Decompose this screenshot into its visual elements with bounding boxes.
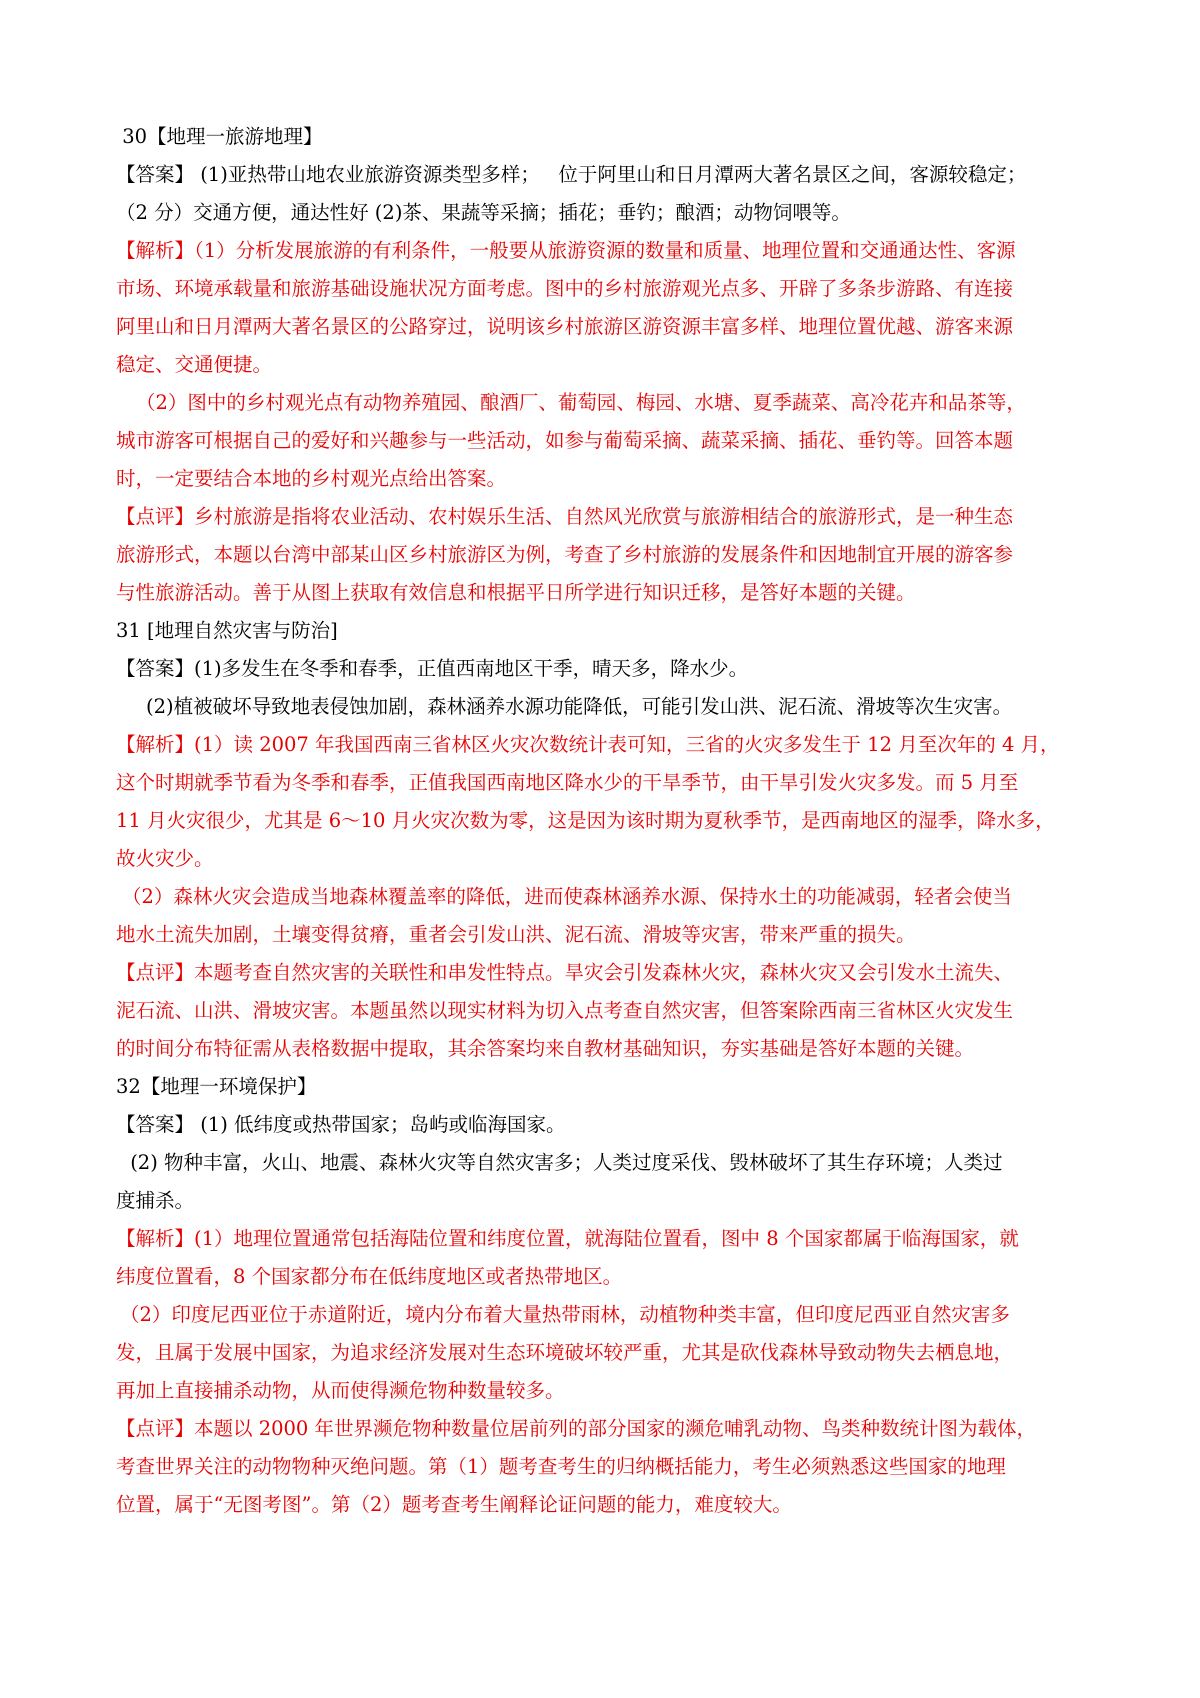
q30-analysis2-line: 时，一定要结合本地的乡村观光点给出答案。 [116,467,507,490]
q31-analysis-line: 11 月火灾很少，尤其是 6～10 月火灾次数为零，这是因为该时期为夏秋季节，是西南地区的湿季，降水多， [116,809,1055,832]
q31-comment-line: 泥石流、山洪、滑坡灾害。本题虽然以现实材料为切入点考查自然灾害，但答案除西南三省林区火灾发生 [116,999,1014,1022]
q32-analysis-line: 纬度位置看，8 个国家都分布在低纬度地区或者热带地区。 [116,1265,623,1288]
document-page [116,118,1094,1524]
q30-analysis-line: 市场、环境承载量和旅游基础设施状况方面考虑。图中的乡村旅游观光点多、开辟了多条步游路、有连接 [116,277,1014,300]
q32-analysis2-line: 发，且属于发展中国家，为追求经济发展对生态环境破坏较严重，尤其是砍伐森林导致动物失去栖息地， [116,1341,1014,1364]
q32-answer-line: (2) 物种丰富，火山、地震、森林火灾等自然灾害多；人类过度采伐、毁林破坏了其生存环境；人类过 [124,1151,1003,1174]
q31-analysis2-line: 地水土流失加剧，土壤变得贫瘠，重者会引发山洪、泥石流、滑坡等灾害，带来严重的损失。 [116,923,916,946]
q31-comment-line: 【点评】本题考查自然灾害的关联性和串发性特点。旱灾会引发森林火灾，森林火灾又会引发水土流失、 [116,961,1014,984]
q32-analysis2-line: （2）印度尼西亚位于赤道附近，境内分布着大量热带雨林，动植物种类丰富，但印度尼西亚自然灾害多 [120,1303,1010,1326]
q30-comment-line: 【点评】乡村旅游是指将农业活动、农村娱乐生活、自然风光欣赏与旅游相结合的旅游形式，是一种生态 [116,505,1014,528]
q30-analysis-line: 阿里山和日月潭两大著名景区的公路穿过，说明该乡村旅游区游资源丰富多样、地理位置优越、游客来源 [116,315,1014,338]
q30-comment-line: 与性旅游活动。善于从图上获取有效信息和根据平日所学进行知识迁移，是答好本题的关键。 [116,581,916,604]
q32-comment-line: 【点评】本题以 2000 年世界濒危物种数量位居前列的部分国家的濒危哺乳动物、鸟类种数统计图为载体， [116,1417,1037,1440]
q30-answer-line: （2 分）交通方便，通达性好 (2)茶、果蔬等采摘；插花；垂钓；酿酒；动物饲喂等。 [116,201,851,224]
q32-analysis-line: 【解析】(1）地理位置通常包括海陆位置和纬度位置，就海陆位置看，图中 8 个国家都属于临海国家，就 [116,1227,1019,1250]
q31-comment-line: 的时间分布特征需从表格数据中提取，其余答案均来自教材基础知识，夯实基础是答好本题的关键。 [116,1037,975,1060]
q31-analysis-line: 【解析】(1）读 2007 年我国西南三省林区火灾次数统计表可知，三省的火灾多发生于 12 月至次年的 4 月， [116,733,1060,756]
q30-analysis2-line: （2）图中的乡村观光点有动物养殖园、酿酒厂、葡萄园、梅园、水塘、夏季蔬菜、高冷花卉和品茶等， [136,391,1026,414]
q30-heading: 30【地理一旅游地理】 [116,125,323,148]
q31-analysis-line: 这个时期就季节看为冬季和春季，正值我国西南地区降水少的干旱季节，由干旱引发火灾多发。而 5 月至 [116,771,1019,794]
q32-analysis2-line: 再加上直接捕杀动物，从而使得濒危物种数量较多。 [116,1379,565,1402]
q31-analysis-line: 故火灾少。 [116,847,214,870]
q31-answer-line: 【答案】(1)多发生在冬季和春季，正值西南地区干季，晴天多，降水少。 [116,657,749,680]
q32-comment-line: 位置，属于“无图考图”。第（2）题考查考生阐释论证问题的能力，难度较大。 [116,1493,792,1516]
q32-answer-line: 【答案】 (1) 低纬度或热带国家；岛屿或临海国家。 [116,1113,566,1136]
q30-analysis-line: 稳定、交通便捷。 [116,353,273,376]
q31-analysis2-line: （2）森林火灾会造成当地森林覆盖率的降低，进而使森林涵养水源、保持水土的功能减弱，轻者会使当 [122,885,1012,908]
q32-heading: 32【地理一环境保护】 [116,1075,317,1098]
q30-analysis-line: 【解析】（1）分析发展旅游的有利条件，一般要从旅游资源的数量和质量、地理位置和交通通达性、客源 [116,239,1016,262]
q31-heading: 31 [地理自然灾害与防治] [116,619,338,642]
q30-analysis2-line: 城市游客可根据自己的爱好和兴趣参与一些活动，如参与葡萄采摘、蔬菜采摘、插花、垂钓等。回答本题 [116,429,1014,452]
q30-answer-line: 【答案】 (1)亚热带山地农业旅游资源类型多样； 位于阿里山和日月潭两大著名景区之间，客源较稳定； [116,163,1027,186]
q32-comment-line: 考查世界关注的动物物种灭绝问题。第（1）题考查考生的归纳概括能力，考生必须熟悉这些国家的地理 [116,1455,1006,1478]
q30-comment-line: 旅游形式，本题以台湾中部某山区乡村旅游区为例，考查了乡村旅游的发展条件和因地制宜开展的游客参 [116,543,1014,566]
q31-answer-line: (2)植被破坏导致地表侵蚀加剧，森林涵养水源功能降低，可能引发山洪、泥石流、滑坡等次生灾害。 [146,695,1013,718]
q32-answer-line: 度捕杀。 [116,1189,195,1212]
